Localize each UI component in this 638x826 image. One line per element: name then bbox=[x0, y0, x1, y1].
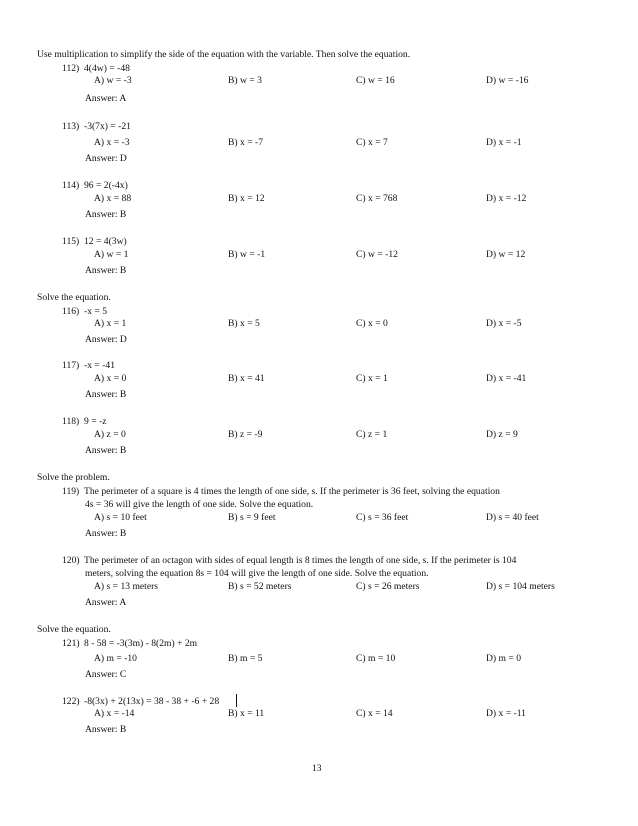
choice-a: A) s = 10 feet bbox=[94, 512, 147, 523]
choice-c: C) s = 36 feet bbox=[356, 512, 409, 523]
choice-c: C) m = 10 bbox=[356, 653, 396, 664]
question-text: 8 - 58 = -3(3m) - 8(2m) + 2m bbox=[84, 638, 198, 649]
answer: Answer: A bbox=[85, 597, 127, 608]
question-number: 114) bbox=[62, 180, 80, 191]
choice-b: B) x = -7 bbox=[228, 137, 263, 148]
question-text: -8(3x) + 2(13x) = 38 - 38 + -6 + 28 bbox=[84, 696, 220, 707]
choice-a: A) w = -3 bbox=[94, 75, 132, 86]
question-number: 122) bbox=[62, 696, 80, 707]
choice-b: B) x = 41 bbox=[228, 373, 265, 384]
question-text: 12 = 4(3w) bbox=[84, 236, 127, 247]
page-number: 13 bbox=[312, 763, 322, 774]
choice-b: B) w = 3 bbox=[228, 75, 262, 86]
question-number: 115) bbox=[62, 236, 80, 247]
choice-a: A) s = 13 meters bbox=[94, 581, 159, 592]
section-instruction: Solve the problem. bbox=[37, 472, 110, 483]
question-number: 121) bbox=[62, 638, 80, 649]
choice-d: D) x = -12 bbox=[486, 193, 527, 204]
choice-c: C) x = 14 bbox=[356, 708, 393, 719]
text-cursor bbox=[236, 694, 237, 707]
question-number: 119) bbox=[62, 486, 80, 497]
question-number: 112) bbox=[62, 63, 80, 74]
answer: Answer: D bbox=[85, 153, 127, 164]
choice-b: B) m = 5 bbox=[228, 653, 263, 664]
answer: Answer: D bbox=[85, 334, 127, 345]
choice-b: B) s = 52 meters bbox=[228, 581, 292, 592]
choice-d: D) s = 40 feet bbox=[486, 512, 539, 523]
section-instruction: Solve the equation. bbox=[37, 624, 111, 635]
choice-a: A) x = 88 bbox=[94, 193, 132, 204]
choice-d: D) w = 12 bbox=[486, 249, 526, 260]
question-number: 116) bbox=[62, 306, 80, 317]
question-number: 118) bbox=[62, 416, 80, 427]
choice-c: C) x = 768 bbox=[356, 193, 398, 204]
choice-b: B) w = -1 bbox=[228, 249, 266, 260]
question-number: 120) bbox=[62, 555, 80, 566]
answer: Answer: B bbox=[85, 528, 127, 539]
choice-d: D) x = -11 bbox=[486, 708, 526, 719]
choice-b: B) s = 9 feet bbox=[228, 512, 276, 523]
question-number: 117) bbox=[62, 360, 80, 371]
section-instruction: Solve the equation. bbox=[37, 292, 111, 303]
answer: Answer: B bbox=[85, 389, 127, 400]
answer: Answer: A bbox=[85, 93, 127, 104]
choice-d: D) w = -16 bbox=[486, 75, 529, 86]
choice-b: B) z = -9 bbox=[228, 429, 263, 440]
choice-c: C) w = 16 bbox=[356, 75, 395, 86]
question-text: -x = 5 bbox=[84, 306, 107, 317]
question-text: 96 = 2(-4x) bbox=[84, 180, 128, 191]
choice-c: C) x = 0 bbox=[356, 318, 388, 329]
answer: Answer: C bbox=[85, 669, 127, 680]
choice-b: B) x = 11 bbox=[228, 708, 265, 719]
choice-a: A) x = 0 bbox=[94, 373, 127, 384]
choice-a: A) x = -3 bbox=[94, 137, 130, 148]
choice-c: C) w = -12 bbox=[356, 249, 398, 260]
answer: Answer: B bbox=[85, 445, 127, 456]
answer: Answer: B bbox=[85, 265, 127, 276]
choice-d: D) x = -1 bbox=[486, 137, 522, 148]
question-text: -3(7x) = -21 bbox=[84, 121, 131, 132]
question-text-continued: meters, solving the equation 8s = 104 will give the length of one side. Solve the equation. bbox=[85, 568, 429, 579]
section-instruction: Use multiplication to simplify the side of the equation with the variable. Then solve the equation. bbox=[37, 49, 411, 60]
question-text: The perimeter of a square is 4 times the length of one side, s. If the perimeter is 36 feet, solving the equation bbox=[84, 486, 500, 497]
choice-a: A) m = -10 bbox=[94, 653, 137, 664]
answer: Answer: B bbox=[85, 209, 127, 220]
choice-a: A) z = 0 bbox=[94, 429, 126, 440]
choice-d: D) m = 0 bbox=[486, 653, 521, 664]
choice-a: A) x = 1 bbox=[94, 318, 127, 329]
choice-c: C) x = 7 bbox=[356, 137, 388, 148]
question-text-continued: 4s = 36 will give the length of one side. Solve the equation. bbox=[85, 499, 314, 510]
choice-b: B) x = 12 bbox=[228, 193, 265, 204]
choice-d: D) x = -5 bbox=[486, 318, 522, 329]
answer: Answer: B bbox=[85, 724, 127, 735]
question-text: -x = -41 bbox=[84, 360, 115, 371]
choice-a: A) x = -14 bbox=[94, 708, 135, 719]
question-text: 4(4w) = -48 bbox=[84, 63, 130, 74]
question-number: 113) bbox=[62, 121, 80, 132]
choice-d: D) x = -41 bbox=[486, 373, 527, 384]
choice-b: B) x = 5 bbox=[228, 318, 260, 329]
choice-c: C) s = 26 meters bbox=[356, 581, 420, 592]
choice-c: C) x = 1 bbox=[356, 373, 388, 384]
choice-d: D) s = 104 meters bbox=[486, 581, 555, 592]
choice-a: A) w = 1 bbox=[94, 249, 129, 260]
choice-d: D) z = 9 bbox=[486, 429, 518, 440]
question-text: The perimeter of an octagon with sides of equal length is 8 times the length of one side, s. If the perimeter is 104 bbox=[84, 555, 517, 566]
question-text: 9 = -z bbox=[84, 416, 107, 427]
choice-c: C) z = 1 bbox=[356, 429, 388, 440]
